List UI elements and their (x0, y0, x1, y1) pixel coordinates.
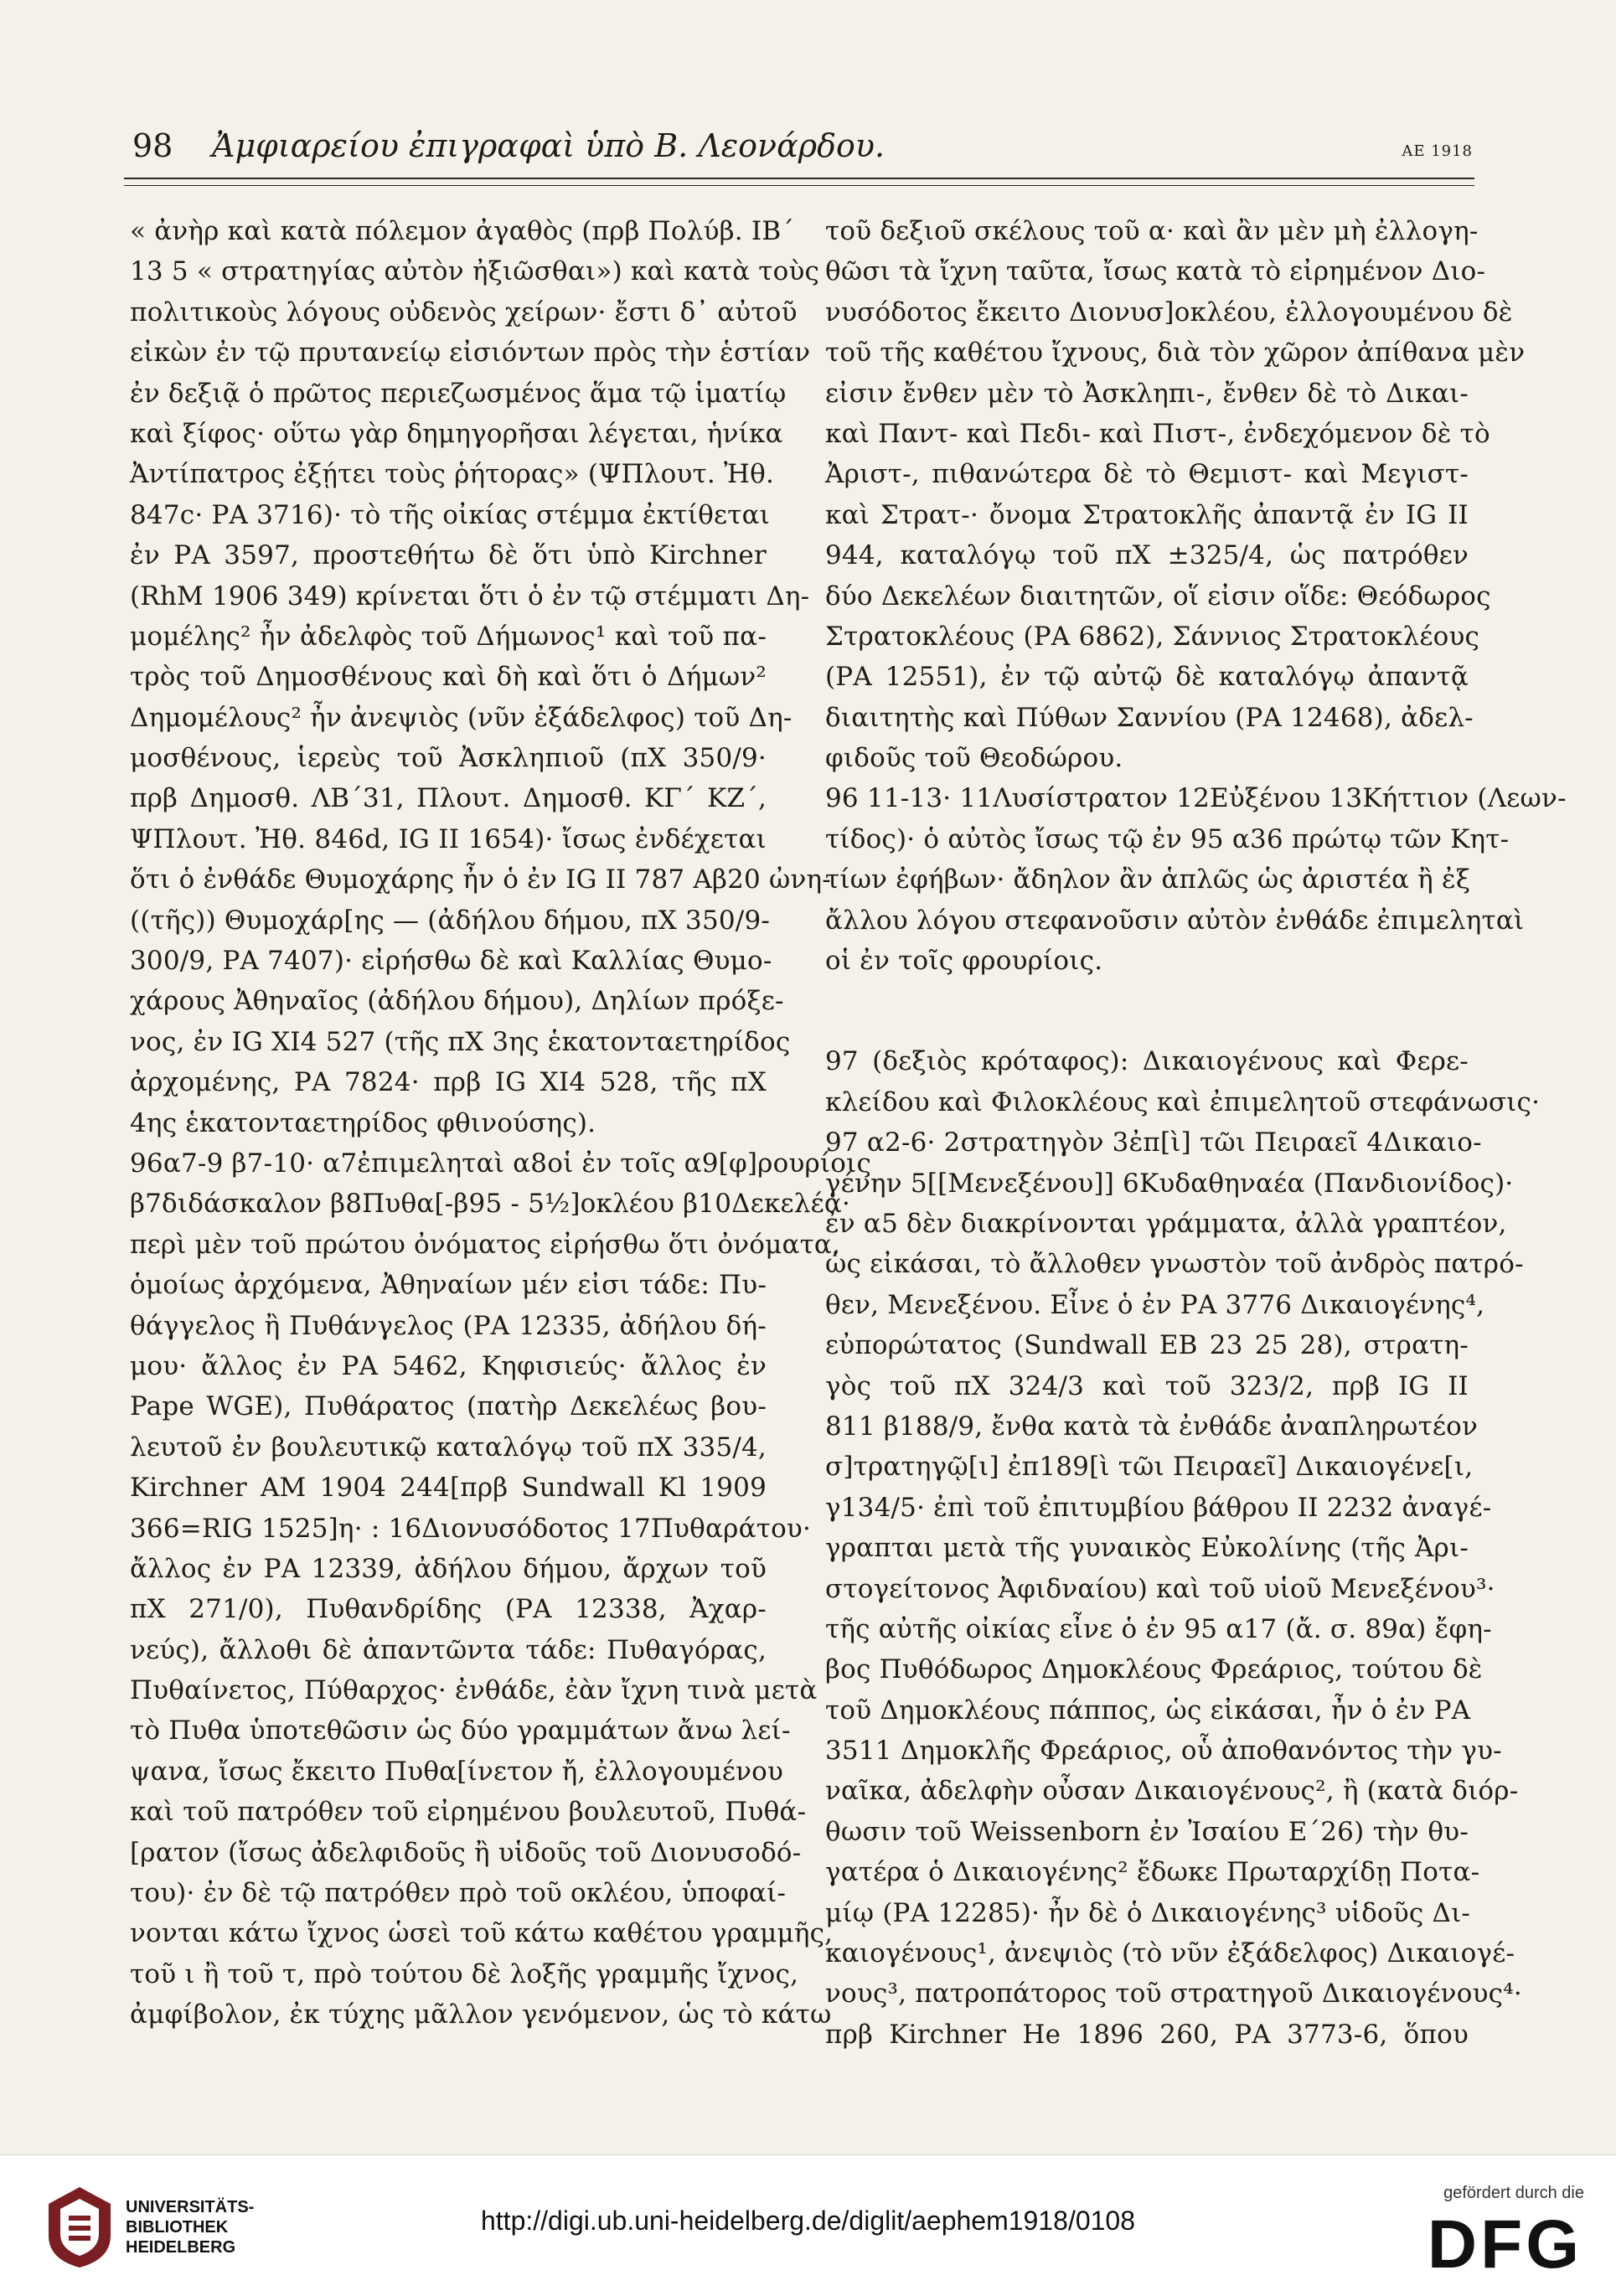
page-number: 98 (132, 127, 173, 164)
text-line: 96 11-13· 11Λυσίστρατον 12Εὐξένου 13Κήττιον (Λεων- (825, 783, 1567, 814)
text-line: τοῦ Δημοκλέους πάππος, ὡς εἰκάσαι, ἦν ὁ ἐν ΡΑ (825, 1695, 1471, 1726)
library-name: UNIVERSITÄTS- BIBLIOTHEK HEIDELBERG (126, 2198, 255, 2257)
text-line: 811 β188/9, ἔνθα κατὰ τὰ ἐνθάδε ἀναπληρωτέον (825, 1411, 1479, 1442)
text-line: ἐν δεξιᾷ ὁ πρῶτος περιεζωσμένος ἅμα τῷ ἱματίῳ (130, 378, 787, 409)
text-line: τοῦ δεξιοῦ σκέλους τοῦ α· καὶ ἂν μὲν μὴ ἐλλογη- (825, 216, 1479, 246)
text-line: καιογένους¹, ἀνεψιὸς (τὸ νῦν ἐξάδελφος) Δικαιογέ- (825, 1938, 1515, 1969)
text-line: β7διδάσκαλον β8Πυθα[-β95 - 5½]οκλέου β10Δεκελέα· (130, 1189, 851, 1220)
text-line: θῶσι τὰ ἴχνη ταῦτα, ἴσως κατὰ τὸ εἰρημένον Διο- (825, 256, 1486, 287)
text-line: θεν, Μενεξένου. Εἶνε ὁ ἐν ΡΑ 3776 Δικαιογένης⁴, (825, 1289, 1485, 1320)
text-line: τοῦ ι ἢ τοῦ τ, πρὸ τούτου δὲ λοξῆς γραμμῆς ἴχνος, (130, 1958, 799, 1989)
text-line: σ]τρατηγῷ[ι] ἐπ189[ὶ τῶι Πειραεῖ] Δικαιογένε[ι, (825, 1452, 1474, 1483)
text-line: πρβ Δημοσθ. ΛΒ´31, Πλουτ. Δημοσθ. ΚΓ´ ΚΖ´, (130, 783, 767, 814)
text-line: 96α7-9 β7-10· α7ἐπιμεληταὶ α8οἱ ἐν τοῖς α9[φ]ρουρίοις (130, 1148, 872, 1179)
text-line: ὡς εἰκάσαι, τὸ ἄλλοθεν γνωστὸν τοῦ ἀνδρὸς πατρό- (825, 1249, 1524, 1280)
text-line: Πυθαίνετος, Πύθαρχος· ἐνθάδε, ἐὰν ἴχνη τινὰ μετὰ (130, 1675, 818, 1706)
text-line: εἰκὼν ἐν τῷ πρυτανείῳ εἰσιόντων πρὸς τὴν ἑστίαν (130, 338, 811, 369)
digitization-footer (0, 2154, 1616, 2296)
text-line: θωσιν τοῦ Weissenborn ἐν Ἰσαίου Ε´26) τὴν θυ- (825, 1816, 1469, 1847)
text-line: γὸς τοῦ πΧ 324/3 καὶ τοῦ 323/2, πρβ IG II (825, 1370, 1469, 1401)
text-line: νονται κάτω ἴχνος ὡσεὶ τοῦ κάτω καθέτου γραμμῆς, (130, 1918, 834, 1949)
right-text-column (825, 211, 1567, 2055)
text-line: τίων ἐφήβων· ἄδηλον ἂν ἁπλῶς ὡς ἀριστέα ἢ ἐξ (825, 864, 1471, 895)
text-line: 944, καταλόγῳ τοῦ πΧ ±325/4, ὡς πατρόθεν (825, 540, 1469, 571)
text-line: ἐν ΡΑ 3597, προστεθήτω δὲ ὅτι ὑπὸ Kirchner (130, 540, 767, 571)
header-rule-thin (124, 185, 1474, 186)
text-line: 13 5 « στρατηγίας αὐτὸν ἠξιῶσθαι») καὶ κατὰ τοὺς (130, 256, 820, 287)
text-line: μου· ἄλλος ἐν ΡΑ 5462, Κηφισιεύς· ἄλλος ἐν (130, 1350, 767, 1381)
text-line: λευτοῦ ἐν βουλευτικῷ καταλόγῳ τοῦ πΧ 335/4, (130, 1432, 767, 1463)
dfg-logo-icon: DFG (1427, 2206, 1582, 2283)
permalink-url[interactable]: http://digi.ub.uni-heidelberg.de/diglit/aephem1918/0108 (480, 2206, 1136, 2236)
paragraph-gap (825, 981, 1469, 1041)
text-line: 366=RIG 1525]η· : 16Διονυσόδοτος 17Πυθαράτου· (130, 1513, 812, 1544)
text-line: χάρους Ἀθηναῖος (ἀδήλου δήμου), Δηλίων πρόξε- (130, 986, 784, 1017)
text-line: πΧ 271/0), Πυθανδρίδης (ΡΑ 12338, Ἀχαρ- (130, 1594, 767, 1625)
text-line: Ἀντίπατρος ἐξῄτει τοὺς ῥήτορας» (ΨΠλουτ. Ἠθ. (130, 459, 775, 490)
text-line: καὶ Παντ- καὶ Πεδι- καὶ Πιστ-, ἐνδεχόμενον δὲ τὸ (825, 418, 1490, 449)
text-line: μοσθένους, ἱερεὺς τοῦ Ἀσκληπιοῦ (πΧ 350/9· (130, 743, 767, 774)
text-line: Δημομέλους² ἦν ἀνεψιὸς (νῦν ἐξάδελφος) τοῦ Δη- (130, 702, 793, 733)
text-line: νυσόδοτος ἔκειτο Διονυσ]οκλέου, ἐλλογουμένου δὲ (825, 297, 1513, 328)
text-line: πολιτικοὺς λόγους οὐδενὸς χείρων· ἔστι δ᾿ αὐτοῦ (130, 297, 798, 328)
text-line: στογείτονος Ἀφιδναίου) καὶ τοῦ υἱοῦ Μενεξένου³· (825, 1573, 1495, 1604)
text-line: τίδος)· ὁ αὐτὸς ἴσως τῷ ἐν 95 α36 πρώτῳ τῶν Κητ- (825, 823, 1510, 854)
text-line: ἐν α5 δὲν διακρίνονται γράμματα, ἀλλὰ γραπτέον, (825, 1208, 1507, 1239)
text-line: « ἀνὴρ καὶ κατὰ πόλεμον ἀγαθὸς (πρβ Πολύβ. ΙΒ´ (130, 216, 795, 246)
text-line: 97 (δεξιὸς κρόταφος): Δικαιογένους καὶ Φερε- (825, 1046, 1469, 1077)
text-line: τοῦ τῆς καθέτου ἴχνους, διὰ τὸν χῶρον ἀπίθανα μὲν (825, 338, 1526, 369)
text-line: μομέλης² ἦν ἀδελφὸς τοῦ Δήμωνος¹ καὶ τοῦ πα- (130, 621, 767, 652)
text-line: φιδοῦς τοῦ Θεοδώρου. (825, 743, 1123, 774)
text-line: γένην 5[[Μενεξένου]] 6Κυδαθηναέα (Πανδιονίδος)· (825, 1168, 1514, 1199)
text-line: 4ης ἑκατονταετηρίδος φθινούσης). (130, 1107, 596, 1138)
text-line: μίῳ (ΡΑ 12285)· ἦν δὲ ὁ Δικαιογένης³ υἱδοῦς Δι- (825, 1897, 1471, 1928)
text-line: ΨΠλουτ. Ἠθ. 846d, IG II 1654)· ἴσως ἐνδέχεται (130, 823, 767, 854)
text-line: νος, ἐν IG XI4 527 (τῆς πΧ 3ης ἑκατονταετηρίδος (130, 1026, 791, 1057)
header-rule-thick (124, 178, 1474, 179)
text-line: οἱ ἐν τοῖς φρουρίοις. (825, 946, 1103, 977)
text-line: καὶ Στρατ-· ὄνομα Στρατοκλῆς ἀπαντᾷ ἐν IG II (825, 499, 1469, 530)
text-line: 97 α2-6· 2στρατηγὸν 3ἐπ[ὶ] τῶι Πειραεῖ 4Δικαιο- (825, 1127, 1482, 1158)
text-line: καὶ τοῦ πατρόθεν τοῦ εἰρημένου βουλευτοῦ, Πυθά- (130, 1797, 807, 1828)
text-line: ψανα, ἴσως ἔκειτο Πυθα[ίνετον ἤ, ἐλλογουμένου (130, 1756, 784, 1787)
text-line: νους³, πατροπάτορος τοῦ στρατηγοῦ Δικαιογένους⁴· (825, 1979, 1522, 2010)
text-line: ἄλλος ἐν ΡΑ 12339, ἀδήλου δήμου, ἄρχων τοῦ (130, 1553, 767, 1584)
text-line: θάγγελος ἢ Πυθάνγελος (ΡΑ 12335, ἀδήλου δή- (130, 1310, 767, 1341)
text-line: ἄλλου λόγου στεφανοῦσιν αὐτὸν ἐνθάδε ἐπιμεληταὶ (825, 905, 1525, 936)
text-line: γατέρα ὁ Δικαιογένης² ἔδωκε Πρωταρχίδῃ Ποτα- (825, 1857, 1480, 1888)
text-line: 847c· ΡΑ 3716)· τὸ τῆς οἰκίας στέμμα ἐκτίθεται (130, 499, 771, 530)
running-title: Ἀμφιαρείου ἐπιγραφαὶ ὑπὸ Β. Λεονάρδου. (212, 127, 885, 164)
text-line: κλείδου καὶ Φιλοκλέους καὶ ἐπιμελητοῦ στεφάνωσις· (825, 1086, 1541, 1117)
text-line: γραπται μετὰ τῆς γυναικὸς Εὐκολίνης (τῆς Ἀρι- (825, 1533, 1469, 1564)
text-line: περὶ μὲν τοῦ πρώτου ὀνόματος εἰρήσθω ὅτι ὀνόματα, (130, 1229, 841, 1260)
text-line: του)· ἐν δὲ τῷ πατρόθεν πρὸ τοῦ οκλέου, ὑποφαί- (130, 1878, 787, 1909)
text-line: [ρατον (ἴσως ἀδελφιδοῦς ἢ υἱδοῦς τοῦ Διονυσοδό- (130, 1837, 802, 1868)
text-line: γ134/5· ἐπὶ τοῦ ἐπιτυμβίου βάθρου II 2232 ἀναγέ- (825, 1492, 1492, 1523)
text-line: (ΡΑ 12551), ἐν τῷ αὐτῷ δὲ καταλόγῳ ἀπαντᾷ (825, 662, 1469, 693)
running-header (124, 127, 1473, 178)
left-text-column (130, 211, 872, 2035)
text-line: ναῖκα, ἀδελφὴν οὖσαν Δικαιογένους², ἢ (κατὰ διόρ- (825, 1776, 1519, 1807)
text-line: Kirchner ΑΜ 1904 244[πρβ Sundwall Kl 1909 (130, 1473, 767, 1504)
text-line: (RhM 1906 349) κρίνεται ὅτι ὁ ἐν τῷ στέμματι Δη- (130, 580, 810, 611)
text-line: εὐπορώτατος (Sundwall EB 23 25 28), στρατη- (825, 1330, 1469, 1361)
funding-note: gefördert durch die (1443, 2184, 1584, 2202)
text-line: πρβ Kirchner Ηe 1896 260, ΡΑ 3773-6, ὅπου (825, 2019, 1469, 2050)
text-line: δύο Δεκελέων διαιτητῶν, οἵ εἰσιν οἵδε: Θεόδωρος (825, 580, 1491, 611)
text-line: βος Πυθόδωρος Δημοκλέους Φρεάριος, τούτου δὲ (825, 1654, 1483, 1685)
text-line: νεύς), ἄλλοθι δὲ ἀπαντῶντα τάδε: Πυθαγόρας, (130, 1634, 767, 1665)
text-line: ((τῆς)) Θυμοχάρ[ης — (ἀδήλου δήμου, πΧ 350/9- (130, 905, 771, 936)
text-line: διαιτητὴς καὶ Πύθων Σαννίου (ΡΑ 12468), ἀδελ- (825, 702, 1474, 733)
text-line: ἀρχομένης, ΡΑ 7824· πρβ IG XI4 528, τῆς πΧ (130, 1067, 767, 1098)
text-line: τρὸς τοῦ Δημοσθένους καὶ δὴ καὶ ὅτι ὁ Δήμων² (130, 662, 767, 693)
text-line: εἰσιν ἔνθεν μὲν τὸ Ἀσκληπι-, ἔνθεν δὲ τὸ Δικαι- (825, 378, 1469, 409)
text-line: Στρατοκλέους (ΡΑ 6862), Σάννιος Στρατοκλέους (825, 621, 1480, 652)
text-line: ὁμοίως ἀρχόμενα, Ἀθηναίων μέν εἰσι τάδε: Πυ- (130, 1270, 767, 1301)
text-line: 300/9, ΡΑ 7407)· εἰρήσθω δὲ καὶ Καλλίας Θυμο- (130, 946, 772, 977)
text-line: 3511 Δημοκλῆς Φρεάριος, οὗ ἀποθανόντος τὴν γυ- (825, 1736, 1502, 1767)
text-line: καὶ ξίφος· οὕτω γὰρ δημηγορῆσαι λέγεται, ἡνίκα (130, 418, 783, 449)
text-line: τῆς αὐτῆς οἰκίας εἶνε ὁ ἐν 95 α17 (ἄ. σ. 89α) ἔφη- (825, 1613, 1492, 1644)
text-line: ἀμφίβολον, ἐκ τύχης μᾶλλον γενόμενον, ὡς τὸ κάτω (130, 1999, 832, 2030)
text-line: ὅτι ὁ ἐνθάδε Θυμοχάρης ἦν ὁ ἐν IG II 787 Αβ20 ὠνη- (130, 864, 831, 895)
text-line: Pape WGE), Πυθάρατος (πατὴρ Δεκελέως βου- (130, 1391, 767, 1422)
text-line: τὸ Πυθα ὑποτεθῶσιν ὡς δύο γραμμάτων ἄνω λεί- (130, 1716, 791, 1747)
journal-tag: ΑΕ 1918 (1402, 142, 1473, 160)
text-line: Ἀριστ-, πιθανώτερα δὲ τὸ Θεμιστ- καὶ Μεγιστ- (825, 459, 1469, 490)
